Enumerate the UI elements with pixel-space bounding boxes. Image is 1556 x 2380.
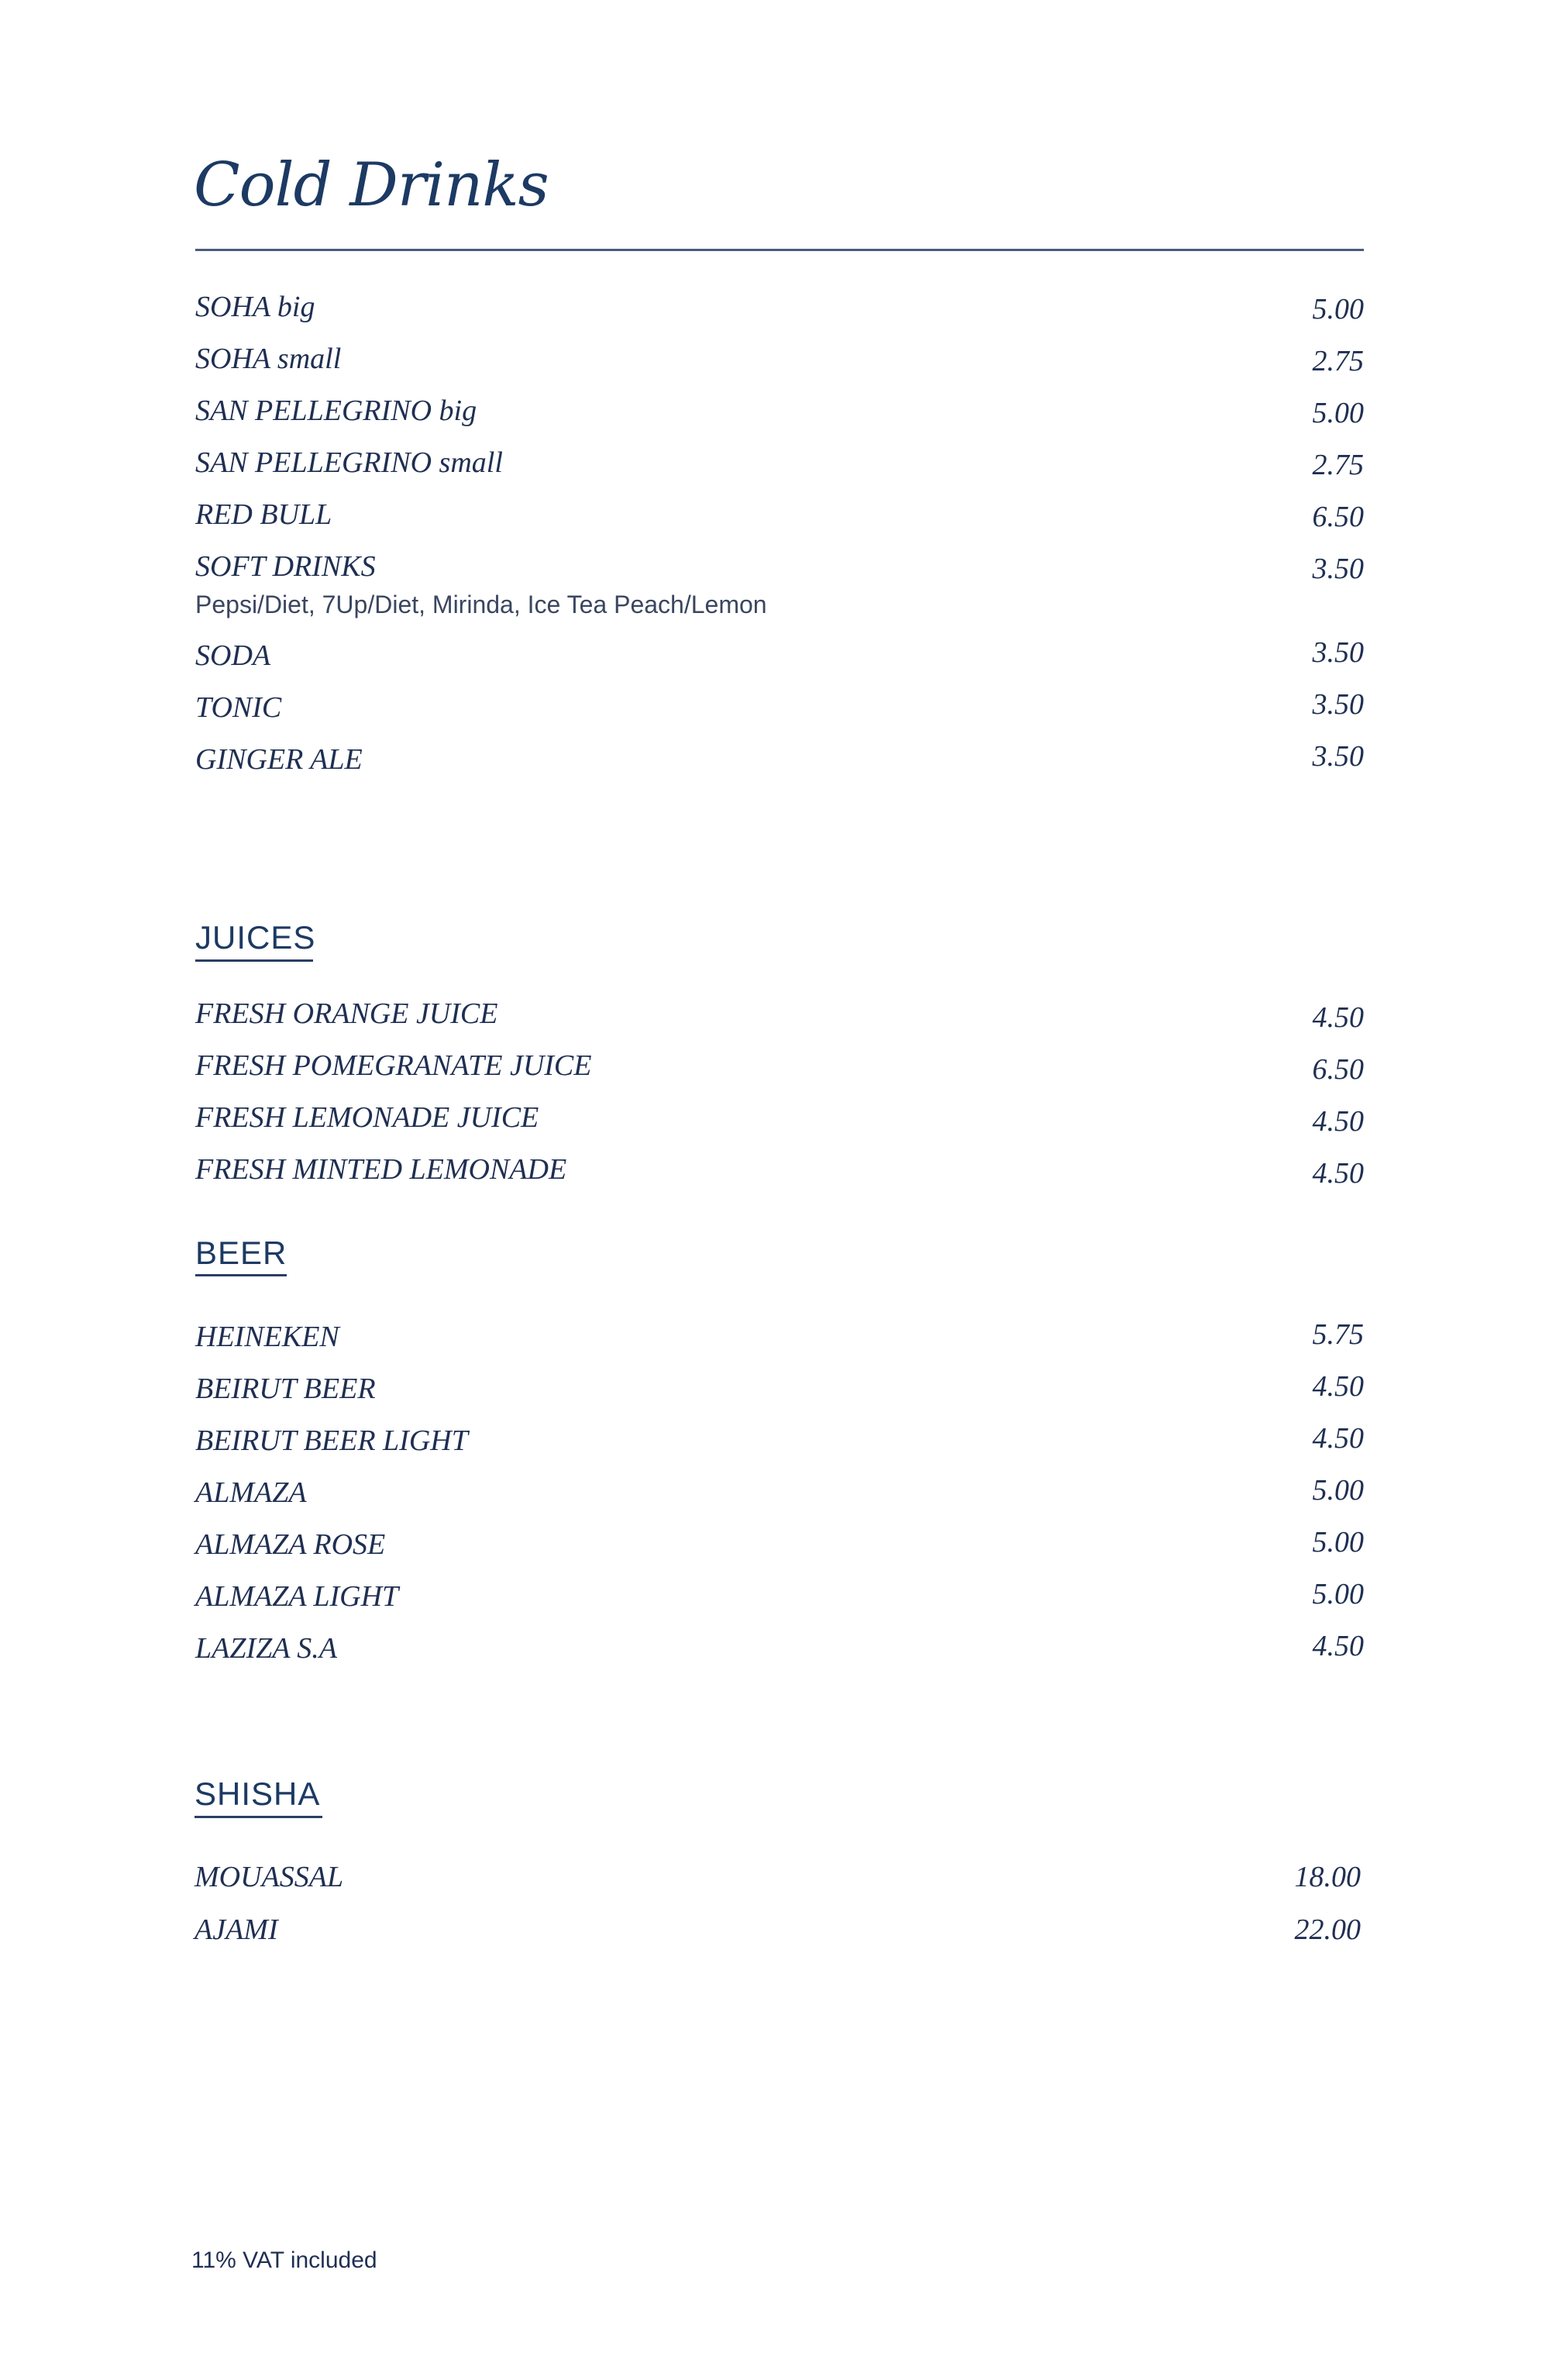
title-divider	[195, 249, 1364, 251]
vat-note: 11% VAT included	[191, 2247, 377, 2273]
menu-item-name: ALMAZA LIGHT	[195, 1580, 399, 1613]
menu-item-price: 2.75	[1312, 449, 1364, 481]
menu-item-price: 5.00	[1312, 1578, 1364, 1610]
menu-item-name: SAN PELLEGRINO small	[195, 446, 503, 479]
menu-item-name: FRESH POMEGRANATE JUICE	[195, 1049, 592, 1082]
section-title-shisha: SHISHA	[194, 1776, 321, 1812]
page-title: Cold Drinks	[194, 150, 549, 220]
menu-item-name: FRESH MINTED LEMONADE	[195, 1153, 567, 1186]
menu-item-price: 5.00	[1312, 1526, 1364, 1559]
section-underline	[195, 959, 313, 962]
menu-item-price: 4.50	[1312, 1157, 1364, 1190]
menu-item-price: 3.50	[1312, 553, 1364, 585]
menu-item-price: 3.50	[1312, 636, 1364, 669]
menu-item-name: BEIRUT BEER	[195, 1373, 376, 1405]
menu-item-name: FRESH LEMONADE JUICE	[195, 1101, 539, 1134]
menu-item-name: SOHA big	[195, 291, 315, 323]
menu-item-price: 4.50	[1312, 1001, 1364, 1034]
menu-item-name: BEIRUT BEER LIGHT	[195, 1424, 468, 1457]
menu-item-name: RED BULL	[195, 498, 332, 531]
menu-item-price: 5.75	[1312, 1318, 1364, 1351]
menu-item-price: 22.00	[1294, 1913, 1361, 1946]
section-title-juices: JUICES	[195, 919, 316, 956]
menu-item-name: SODA	[195, 639, 271, 672]
menu-item-name: FRESH ORANGE JUICE	[195, 997, 498, 1030]
section-underline	[195, 1274, 287, 1276]
menu-item-price: 5.00	[1312, 293, 1364, 325]
menu-item-name: ALMAZA	[195, 1476, 307, 1509]
menu-item-name: SOFT DRINKS	[195, 550, 376, 583]
menu-item-price: 4.50	[1312, 1630, 1364, 1662]
menu-item-name: HEINEKEN	[195, 1321, 339, 1353]
menu-item-price: 5.00	[1312, 1474, 1364, 1507]
section-title-beer: BEER	[195, 1235, 287, 1271]
menu-item-price: 4.50	[1312, 1422, 1364, 1455]
menu-item-price: 4.50	[1312, 1105, 1364, 1138]
menu-item-name: ALMAZA ROSE	[195, 1528, 386, 1561]
menu-item-price: 2.75	[1312, 345, 1364, 377]
menu-item-description: Pepsi/Diet, 7Up/Diet, Mirinda, Ice Tea Peach/Lemon	[195, 591, 767, 618]
menu-item-name: MOUASSAL	[194, 1861, 344, 1893]
menu-item-name: AJAMI	[194, 1913, 278, 1946]
menu-item-name: SAN PELLEGRINO big	[195, 394, 477, 427]
menu-item-price: 6.50	[1312, 1053, 1364, 1086]
menu-item-price: 6.50	[1312, 501, 1364, 533]
menu-item-name: SOHA small	[195, 343, 342, 375]
menu-item-price: 18.00	[1294, 1861, 1361, 1893]
menu-item-name: GINGER ALE	[195, 743, 363, 776]
menu-item-price: 3.50	[1312, 740, 1364, 773]
menu-item-price: 3.50	[1312, 688, 1364, 721]
menu-item-price: 5.00	[1312, 397, 1364, 429]
menu-item-price: 4.50	[1312, 1370, 1364, 1403]
menu-item-name: LAZIZA S.A	[195, 1632, 338, 1665]
menu-item-name: TONIC	[195, 691, 282, 724]
section-underline	[194, 1816, 322, 1818]
